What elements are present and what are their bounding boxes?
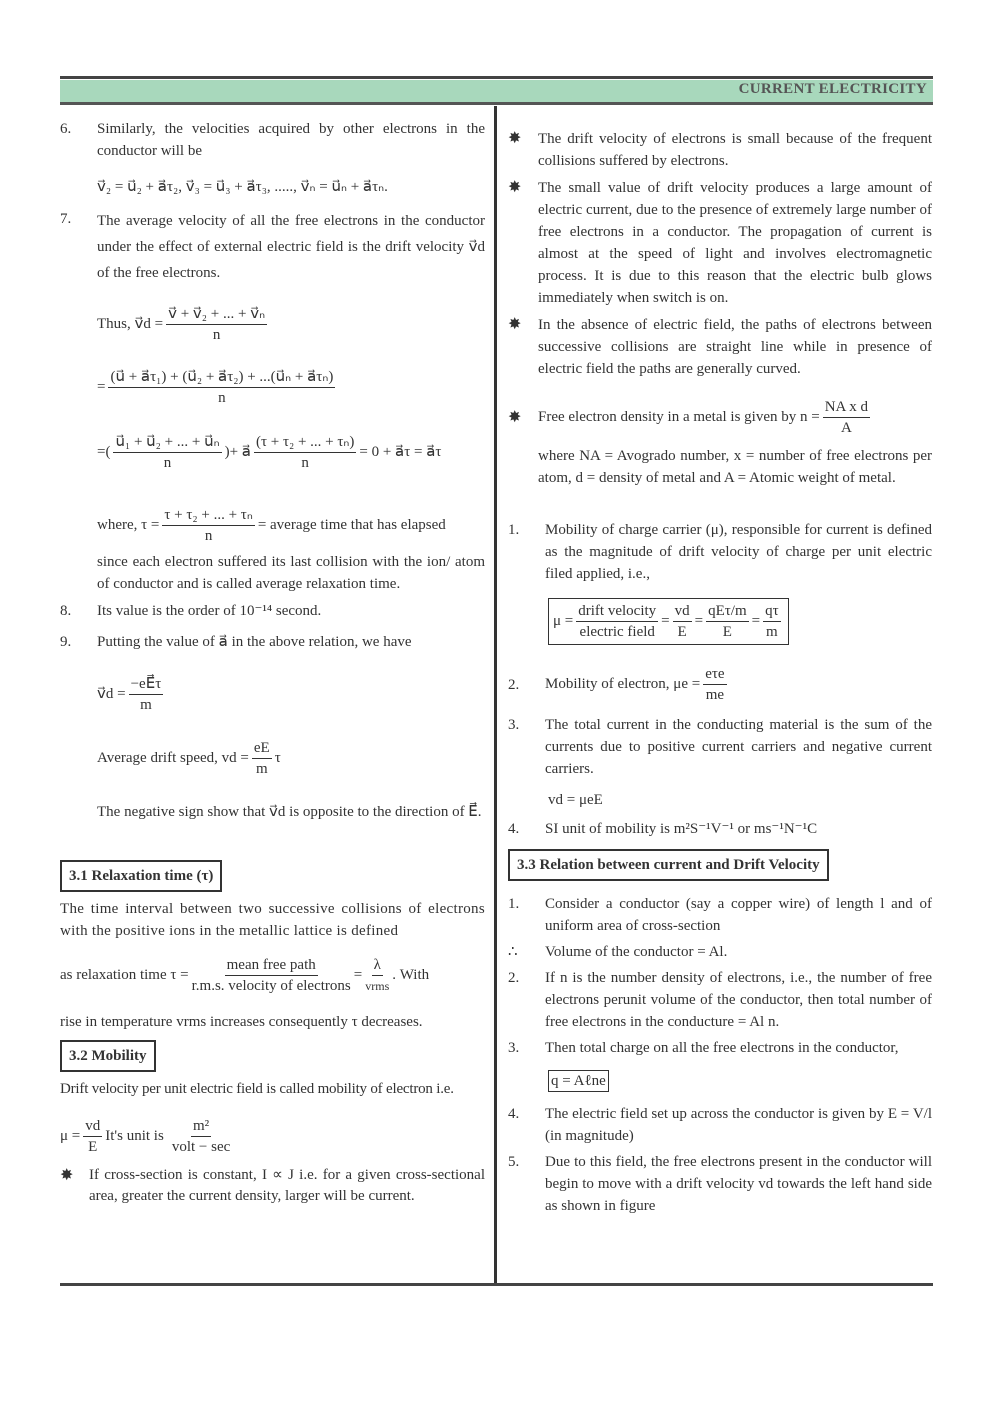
chapter-title: CURRENT ELECTRICITY xyxy=(738,81,927,97)
eq-rhs: τ xyxy=(274,749,281,766)
paragraph: rise in temperature vrms increases consequently τ decreases. xyxy=(60,1014,423,1030)
eq-lhs: where, τ = xyxy=(97,516,160,533)
denominator: n xyxy=(301,455,309,471)
eq-mid: It's unit is xyxy=(105,1127,164,1144)
paragraph: The average velocity of all the free electrons in the conductor under the effect of external electric field is the drift velocity v⃗d of the free electrons. xyxy=(97,213,485,281)
bullet-icon: ✸ xyxy=(508,409,522,426)
numerator: λ xyxy=(372,955,383,976)
bullet-icon: ✸ xyxy=(508,179,522,196)
numerator: m² xyxy=(191,1116,211,1137)
numerator: vd xyxy=(673,601,692,622)
equation-vd xyxy=(97,674,166,715)
item-number: 2. xyxy=(508,677,520,693)
denominator: n xyxy=(204,528,213,544)
bullet-icon: ✸ xyxy=(508,316,522,333)
item-number: 3. xyxy=(508,1040,520,1056)
equation-speed xyxy=(97,738,281,779)
paragraph: If n is the number density of electrons, i.e., the number of free electrons perunit volume of the conductor, then total number of free electrons in the conducture = Al n. xyxy=(545,970,932,1030)
paragraph: Consider a conductor (say a copper wire) of length l and of uniform area of cross-section xyxy=(545,896,932,934)
paragraph: The negative sign show that v⃗d is opposite to the direction of E⃗. xyxy=(97,804,482,820)
paragraph: The electric field set up across the conductor is given by E = V/l (in magnitude) xyxy=(545,1106,932,1144)
eq-lhs: = xyxy=(97,443,106,460)
item-number: 8. xyxy=(60,603,72,619)
numerator: qτ xyxy=(763,601,781,622)
eq-lhs: Average drift speed, vd = xyxy=(97,749,249,766)
item-number: ∴ xyxy=(508,944,518,960)
denominator: E xyxy=(677,624,687,640)
eq-lhs: v⃗d = xyxy=(97,685,126,702)
equation-charge-box: q = Aℓne xyxy=(548,1070,609,1092)
bullet-icon: ✸ xyxy=(508,130,522,147)
item-number: 4. xyxy=(508,1106,520,1122)
equation-relaxation xyxy=(60,955,429,996)
paragraph: The small value of drift velocity produces a large amount of electric current, due to the presence of extremely large number of free electrons in a conductor. The propagation of current is almost at the speed of light and involves electromagnetic process. It is due to this reason that the electric bulb glows immediately when switch is on. xyxy=(538,180,932,306)
paragraph: where NA = Avogrado number, x = number of free electrons per atom, d = density of metal and A = Atomic weight of metal. xyxy=(538,448,932,486)
denominator: m xyxy=(140,697,152,713)
item-number: 6. xyxy=(60,121,72,137)
bullet-icon: ✸ xyxy=(60,1167,74,1184)
item-number: 7. xyxy=(60,211,72,227)
column-divider xyxy=(494,106,497,1284)
eq-mid: + a⃗ xyxy=(229,443,251,460)
numerator: eτe xyxy=(703,664,726,685)
chapter-header xyxy=(60,80,933,105)
equation-mobility-box: μ = $\frac{\text{drift velocity}}{\text{electric field}}$ = $\frac{vd}{E}$ = $\frac{\text{qEτ/m}}{E}$ = $\frac{q\tau}{m}$ xyxy=(548,598,789,645)
denominator: E xyxy=(722,624,732,640)
section-heading-3-1: 3.1 Relaxation time (τ) xyxy=(60,860,222,892)
denominator: me xyxy=(705,687,725,703)
numerator: v⃗ + v⃗₂ + ... + v⃗ₙ xyxy=(166,304,267,325)
numerator: qEτ/m xyxy=(706,601,749,622)
paragraph: SI unit of mobility is m²S⁻¹V⁻¹ or ms⁻¹N⁻¹C xyxy=(545,821,818,837)
equation-where xyxy=(97,505,446,546)
equation-thus xyxy=(97,304,270,345)
denominator: m xyxy=(766,624,778,640)
item-number: 9. xyxy=(60,634,72,650)
eq-rhs: = 0 + a⃗τ = a⃗τ xyxy=(359,443,442,460)
denominator: r.m.s. velocity of electrons xyxy=(191,978,351,994)
equation-step2 xyxy=(97,367,338,408)
paragraph: Its value is the order of 10⁻¹⁴ second. xyxy=(97,603,322,619)
item-number: 5. xyxy=(508,1154,520,1170)
equation: v⃗₂ = u⃗₂ + a⃗τ₂, v⃗₃ = u⃗₃ + a⃗τ₃, ....., v⃗ₙ = u⃗ₙ + a⃗τₙ. xyxy=(97,179,388,195)
numerator: −eE⃗τ xyxy=(129,674,164,695)
numerator: τ + τ₂ + ... + τₙ xyxy=(162,505,254,526)
item-number: 3. xyxy=(508,717,520,733)
eq-lhs: μ = xyxy=(553,612,574,629)
paragraph: The time interval between two successive collisions of electrons with the positive ions in the metallic lattice is defined xyxy=(60,901,485,939)
header-rule xyxy=(60,76,933,79)
numerator: u⃗₁ + u⃗₂ + ... + u⃗ₙ xyxy=(113,432,221,453)
denominator: n xyxy=(163,455,172,471)
denominator: m xyxy=(255,761,268,777)
paragraph: Putting the value of a⃗ in the above relation, we have xyxy=(97,634,412,650)
equation-mobility xyxy=(60,1116,233,1157)
numerator: mean free path xyxy=(225,955,318,976)
numerator: NA x d xyxy=(823,397,870,418)
paragraph: Due to this field, the free electrons present in the conductor will begin to move with a drift velocity vd towards the left hand side as shown in figure xyxy=(545,1154,932,1214)
paragraph: Mobility of charge carrier (μ), responsible for current is defined as the magnitude of drift velocity of charge per unit electric filed applied, i.e., xyxy=(545,522,932,582)
eq-lhs: as relaxation time τ = xyxy=(60,966,189,983)
numerator: (τ + τ₂ + ... + τₙ) xyxy=(254,432,356,453)
numerator: vd xyxy=(83,1116,102,1137)
eq-lhs: Thus, v⃗d = xyxy=(97,315,164,332)
eq-lhs: Mobility of electron, μe = xyxy=(545,675,701,692)
denominator: electric field xyxy=(579,624,655,640)
paragraph: Volume of the conductor = Al. xyxy=(545,944,728,960)
paragraph: If cross-section is constant, I ∝ J i.e. for a given cross-sectional area, greater the current density, larger will be current. xyxy=(89,1167,485,1204)
denominator: n xyxy=(218,390,226,406)
equation-density xyxy=(538,397,873,438)
denominator: A xyxy=(840,420,852,436)
section-heading-3-2: 3.2 Mobility xyxy=(60,1040,156,1072)
item-number: 1. xyxy=(508,896,520,912)
eq-lhs: Free electron density in a metal is given by n = xyxy=(538,408,820,425)
footer-rule xyxy=(60,1283,933,1286)
paragraph: The drift velocity of electrons is small because of the frequent collisions suffered by electrons. xyxy=(538,131,932,169)
paragraph: In the absence of electric field, the paths of electrons between successive collisions are straight line while in presence of electric field the paths are generally curved. xyxy=(538,317,932,377)
paragraph: The total current in the conducting material is the sum of the currents due to positive current carriers and negative current carriers. xyxy=(545,717,932,777)
paragraph: Drift velocity per unit electric field is called mobility of electron i.e. xyxy=(60,1081,454,1097)
paragraph: Then total charge on all the free electrons in the conductor, xyxy=(545,1040,899,1056)
equation-step3: =( $\frac{\text{u⃗₁ + u⃗₂ + ... + u⃗ₙ}}{n}$ )+ a⃗ $\frac{\text{(τ + τ₂ + ... + τₙ)}}{n}$ = 0 + a⃗τ = a⃗τ xyxy=(97,434,442,471)
eq-lhs: = xyxy=(97,378,106,395)
eq-rhs: . With xyxy=(392,966,430,983)
numerator: drift velocity xyxy=(576,601,658,622)
paragraph: since each electron suffered its last collision with the ion/ atom of conductor and is called average relaxation time. xyxy=(97,554,485,592)
equation-electron-mobility xyxy=(545,664,730,705)
paragraph: Similarly, the velocities acquired by other electrons in the conductor will be xyxy=(97,121,485,159)
eq-lhs: μ = xyxy=(60,1127,81,1144)
item-number: 4. xyxy=(508,821,520,837)
section-heading-3-3: 3.3 Relation between current and Drift Velocity xyxy=(508,849,829,881)
denominator: E xyxy=(88,1139,98,1155)
denominator: n xyxy=(212,327,221,343)
eq-sign: = xyxy=(353,966,363,983)
eq-rhs: = average time that has elapsed xyxy=(257,516,446,533)
denominator: volt − sec xyxy=(171,1139,231,1155)
numerator: (u⃗ + a⃗τ₁) + (u⃗₂ + a⃗τ₂) + ...(u⃗ₙ + a⃗τₙ) xyxy=(108,367,335,388)
item-number: 1. xyxy=(508,522,520,538)
equation: vd = μeE xyxy=(548,792,603,808)
denominator: vrms xyxy=(365,979,390,993)
numerator: eE xyxy=(252,738,272,759)
item-number: 2. xyxy=(508,970,520,986)
